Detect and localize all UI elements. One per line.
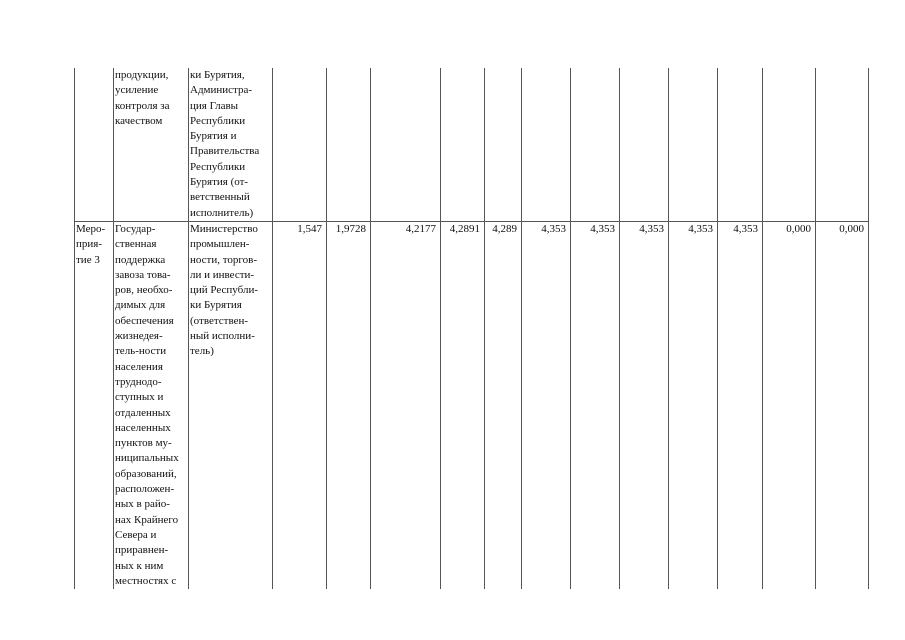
- value-cell: 4,353: [522, 221, 571, 589]
- executor-cell: ки Бурятия, Администра- ция Главы Республики Бурятия и Правительства Республики Бурятия (от- ветственный исполнитель): [189, 68, 273, 221]
- value-cell: [522, 68, 571, 221]
- value-cell: 4,353: [571, 221, 620, 589]
- table-row: [75, 68, 869, 221]
- value-cell: 4,353: [669, 221, 718, 589]
- value-cell: [485, 68, 522, 221]
- value-cell: [327, 68, 371, 221]
- value-cell: [718, 68, 763, 221]
- value-cell: 4,353: [718, 221, 763, 589]
- value-cell: 4,2177: [371, 221, 441, 589]
- value-cell: 4,2891: [441, 221, 485, 589]
- value-cell: [273, 68, 327, 221]
- executor-cell: Министерство промышлен- ности, торгов- ли и инвести- ций Республи- ки Бурятия (ответствен- ный исполни- тель): [189, 221, 273, 589]
- value-cell: [441, 68, 485, 221]
- event-cell: Меро- прия- тие 3: [75, 221, 114, 589]
- value-cell: [669, 68, 718, 221]
- value-cell: 1,547: [273, 221, 327, 589]
- value-cell: 1,9728: [327, 221, 371, 589]
- value-cell: [371, 68, 441, 221]
- value-cell: 0,000: [763, 221, 816, 589]
- value-cell: [571, 68, 620, 221]
- data-table: [74, 68, 869, 589]
- description-cell: продукции, усиление контроля за качеством: [114, 68, 189, 221]
- event-cell: [75, 68, 114, 221]
- value-cell: 4,353: [620, 221, 669, 589]
- value-cell: [620, 68, 669, 221]
- table-row: [75, 221, 869, 589]
- value-cell: [816, 68, 869, 221]
- value-cell: [763, 68, 816, 221]
- description-cell: Государ- ственная поддержка завоза това- ров, необхо- димых для обеспечения жизнедея- тель-ности населения труднодо- ступных и отдаленных населенных пунктов му- ниципальных образований, расположен- ных в райо- нах Крайнего Севера и приравнен- ных к ним местностях с: [114, 221, 189, 589]
- value-cell: 0,000: [816, 221, 869, 589]
- value-cell: 4,289: [485, 221, 522, 589]
